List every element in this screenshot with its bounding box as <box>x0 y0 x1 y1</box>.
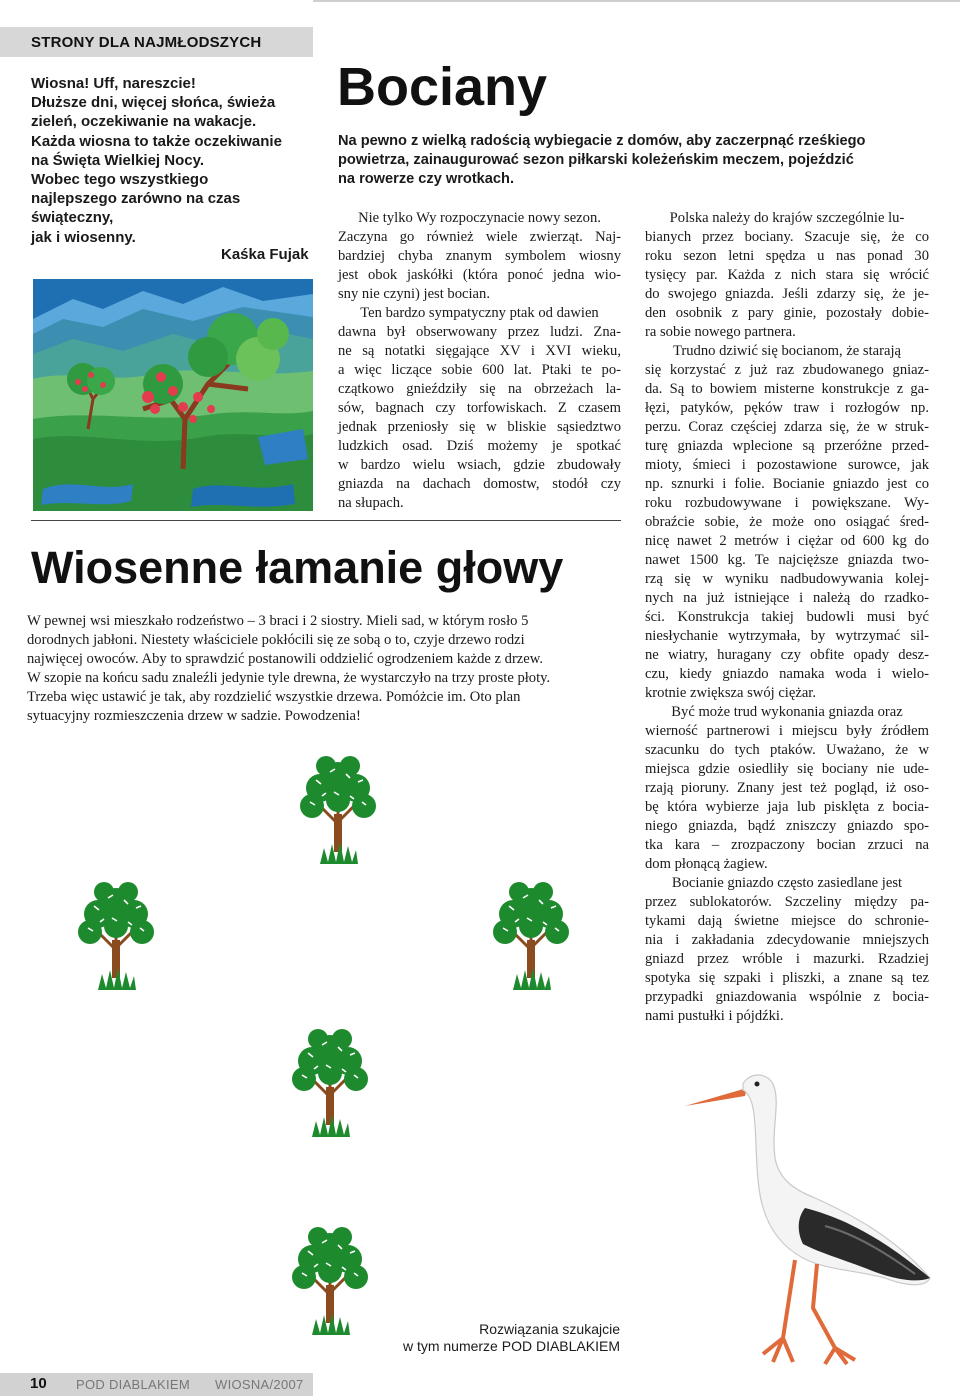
article-column-2 <box>645 209 929 1026</box>
text-line: niesłychanie wytrzymała, by wytrzymać sil- <box>645 628 929 644</box>
text-line: tka kara – zrozpaczony bocian zrzuci na <box>645 837 929 853</box>
intro-line: Wobec tego wszystkiego <box>31 171 209 189</box>
text-line: przypadki gniazdowania wspólnie z bocia- <box>645 989 929 1005</box>
text-line: den osobnik z pary ginie, pozostały dobie- <box>645 305 929 321</box>
intro-line: najlepszego zarówno na czas <box>31 190 241 208</box>
text-line: nami pustułki i pójdźki. <box>645 1008 784 1024</box>
text-line: rzają pioruny. Znany jest też pogląd, iż oso- <box>645 780 929 796</box>
text-line: obraźcie sobie, że może ono osiągać śred- <box>645 514 929 530</box>
text-line: Polska należy do krajów szczególnie lu- <box>669 210 905 226</box>
intro-line: Dłuższe dni, więcej słońca, świeża <box>31 94 276 112</box>
intro-line: Wiosna! Uff, nareszcie! <box>31 75 196 92</box>
issue-label: WIOSNA/2007 <box>215 1377 304 1392</box>
text-line: gniazda na dachach domostw, stodół czy <box>338 476 621 492</box>
text-line: ra sobie nowego partnera. <box>645 324 796 340</box>
text-line: rzą się w wyniku nadbudowywania kolej- <box>645 571 929 587</box>
text-line: jest obok jaskółki (która ponoć jedna wio- <box>338 267 621 283</box>
text-line: się korzystać z już raz zbudowanego gniaz- <box>645 362 929 378</box>
article-lead <box>338 132 928 189</box>
lead-line: Na pewno z wielką radością wybiegacie z domów, aby zaczerpnąć rześkiego <box>338 133 866 149</box>
intro-line: zieleń, oczekiwanie na wakacje. <box>31 113 257 131</box>
text-line: niego gniazda, bądź zniszczy gniazdo spo- <box>645 818 929 834</box>
text-line: spotyka się szpaki i pliszki, a znane są tez <box>645 970 929 986</box>
text-line: krotnie zwiększa swój ciężar. <box>645 685 816 701</box>
page-footer <box>0 1373 313 1396</box>
text-line: mioty, śmieci i pozostawione surowce, jak <box>645 457 929 473</box>
spring-landscape-illustration <box>33 279 313 511</box>
text-line: bę która wybierze jaja lub pisklęta z bocia- <box>645 799 929 815</box>
text-line: a więc liczące sobie 600 lat. Ptaki te po- <box>338 362 621 378</box>
text-line: Zaczyna go również wiele zwierząt. Naj- <box>338 229 621 245</box>
text-line: dom płonącą żagiew. <box>645 856 768 872</box>
text-line: w bardzo wielu wsiach, gdzie zbudowały <box>338 457 621 473</box>
text-line: ne są notatki sięgające XV i XVI wieku, <box>338 343 621 359</box>
text-line: wierność partnerowi i miejscu były źródłem <box>645 723 929 739</box>
text-line: Bocianie gniazdo często zasiedlane jest <box>671 875 903 891</box>
solution-note <box>380 1321 620 1355</box>
text-line: nia i zakładania zdecydowanie mniejszych <box>645 932 929 948</box>
text-line: perzu. Coraz częściej zdarza się, że w struk- <box>645 419 929 435</box>
puzzle-text <box>27 612 619 726</box>
section-label: STRONY DLA NAJMŁODSZYCH <box>31 34 262 51</box>
text-line: Być może trud wykonania gniazda oraz <box>671 704 903 720</box>
text-line: bardziej chyba znanym symbolem wiosny <box>338 248 621 264</box>
text-line: np. sznurki i folie. Bocianie gniazdo jest co <box>645 476 929 492</box>
puzzle-line: W szopie na końcu sadu znaleźli jedynie tyle drewna, że wystarczyło na trzy proste płoty. <box>27 670 551 686</box>
puzzle-line: najwięcej owoców. Aby to sprawdzić postanowili oddzielić ogrodzeniem każde z drzew. <box>27 651 544 667</box>
text-line: Nie tylko Wy rozpoczynacie nowy sezon. <box>358 210 601 226</box>
puzzle-line: dorodnych jabłoni. Niestety właściciele pokłócili się ze sobą o to, czyje drzewo rodzi <box>27 632 525 648</box>
puzzle-line: sytuacyjny rozmieszczenia drzew w sadzie. Powodzenia! <box>27 708 361 724</box>
text-line: do swojego gniazda. Jeśli zdarzy się, że je- <box>645 286 929 302</box>
text-line: sów, bagnach czy torfowiskach. Z czasem <box>338 400 621 416</box>
text-line: dawna był obserwowany przez ludzi. Zna- <box>338 324 621 340</box>
text-line: ne wiatry, huragany czy obfite opady desz- <box>645 647 929 663</box>
text-line: nicę nawet 2 metrów i ciężar od 600 kg do <box>645 533 929 549</box>
text-line: nawet 1500 kg. Te najcięższe gniazda two- <box>645 552 929 568</box>
article-column-1 <box>338 209 621 513</box>
solution-line: Rozwiązania szukajcie <box>479 1321 620 1337</box>
text-line: bianych przez bociany. Szacuje się, że co <box>645 229 929 245</box>
puzzle-line: W pewnej wsi mieszkało rodzeństwo – 3 braci i 2 siostry. Mieli sad, w którym rosło 5 <box>27 613 529 629</box>
text-line: ludzkich osad. Dziś możemy je spotkać <box>338 438 621 454</box>
text-line: miejsca gdzie osiedliły się bociany nie ude- <box>645 761 929 777</box>
text-line: sny nie czyni) jest bocian. <box>338 286 490 302</box>
intro-line: świąteczny, <box>31 209 114 227</box>
solution-line: w tym numerze POD DIABLAKIEM <box>402 1338 620 1354</box>
stork-illustration <box>685 1048 935 1368</box>
text-line: roku sezon letni spędza u nas ponad 30 <box>645 248 929 264</box>
text-line: Trudno dziwić się bocianom, że starają <box>672 343 902 359</box>
lead-line: na rowerze czy wrotkach. <box>338 171 515 187</box>
apple-tree <box>282 1215 378 1339</box>
article-title: Bociany <box>337 57 548 117</box>
apple-tree <box>68 870 164 994</box>
intro-text <box>31 74 316 247</box>
intro-line: jak i wiosenny. <box>31 228 136 246</box>
intro-line: Każda wiosna to także oczekiwanie <box>31 132 282 150</box>
puzzle-line: Trzeba więc ustawić je tak, aby rozdzielić wszystkie drzewa. Pomóżcie im. Oto plan <box>27 689 521 705</box>
text-line: roku rozbudowywane i powiększane. Wy- <box>645 495 929 511</box>
magazine-name: POD DIABLAKIEM <box>76 1377 191 1392</box>
intro-line: na Święta Wielkiej Nocy. <box>31 151 204 169</box>
author-name: Kaśka Fujak <box>221 246 309 263</box>
section-tab <box>0 27 313 57</box>
text-line: czu, kiedy gniazdo namaka woda i wielo- <box>645 666 929 682</box>
text-line: tysięcy par. Każda z nich stara się wrócić <box>645 267 929 283</box>
text-line: czątkowo gnieździły się na obrzeżach la- <box>338 381 621 397</box>
text-line: na słupach. <box>338 495 404 511</box>
text-line: łęzi, patyków, pęków traw i rozłogów np. <box>645 400 929 416</box>
puzzle-title: Wiosenne łamanie głowy <box>31 542 564 593</box>
text-line: da. Są to bowiem misterne konstrukcje z ga- <box>645 381 929 397</box>
text-line: tykami dają świetne miejsce do schronie- <box>645 913 929 929</box>
lead-line: powietrza, zainaugurować sezon piłkarski koleżeńskim meczem, pojeździć <box>338 152 854 168</box>
separator-rule <box>31 520 621 521</box>
text-line: gniazd przez wróble i mazurki. Rzadziej <box>645 951 929 967</box>
apple-tree <box>290 744 386 868</box>
apple-tree <box>282 1017 378 1141</box>
text-line: Ten bardzo sympatyczny ptak od dawien <box>360 305 599 321</box>
top-rule <box>313 0 960 2</box>
text-line: jednak przeniosły się w bliskie sąsiedztwo <box>338 419 621 435</box>
text-line: przez sublokatorów. Szczeliny między pa- <box>645 894 929 910</box>
text-line: turę gniazda wplecione są przeróżne przed- <box>645 438 929 454</box>
text-line: szacunku do tych ptaków. Uważano, że w <box>645 742 929 758</box>
page-number: 10 <box>30 1375 47 1392</box>
apple-tree <box>483 870 579 994</box>
text-line: nych na już istniejące i należą do rzadko- <box>645 590 929 606</box>
text-line: ści. Konstrukcja takiej budowli musi być <box>645 609 929 625</box>
